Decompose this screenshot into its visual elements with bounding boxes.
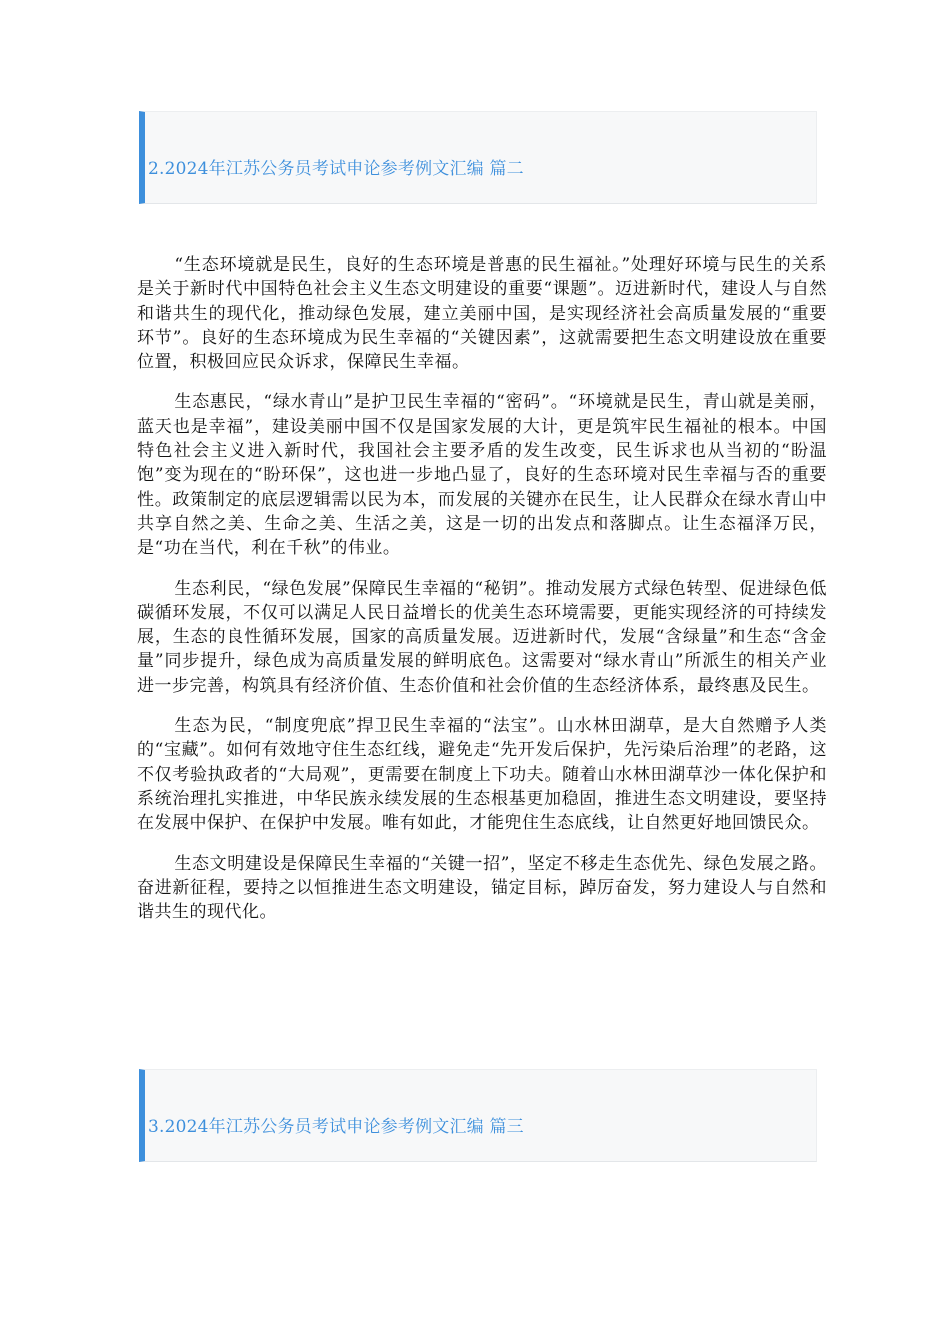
section-title-3: 3.2024年江苏公务员考试申论参考例文汇编 篇三 bbox=[148, 1117, 524, 1137]
article-paragraph-4: 生态为民，“制度兜底”捍卫民生幸福的“法宝”。山水林田湖草，是大自然赠予人类的“宝藏”。如何有效地守住生态红线，避免走“先开发后保护，先污染后治理”的老路，这不仅考验执政者的“大局观”，更需要在制度上下功夫。随着山水林田湖草沙一体化保护和系统治理扎实推进，中华民族永续发展的生态根基更加稳固，推进生态文明建设，要坚持在发展中保护、在保护中发展。唯有如此，才能兜住生态底线，让自然更好地回馈民众。 bbox=[137, 716, 827, 834]
section-title-2: 2.2024年江苏公务员考试申论参考例文汇编 篇二 bbox=[148, 159, 524, 179]
section-header-3 bbox=[139, 1069, 817, 1162]
article-paragraph-1: “生态环境就是民生，良好的生态环境是普惠的民生福祉。”处理好环境与民生的关系是关于新时代中国特色社会主义生态文明建设的重要“课题”。迈进新时代，建设人与自然和谐共生的现代化，推动绿色发展，建立美丽中国，是实现经济社会高质量发展的“重要环节”。良好的生态环境成为民生幸福的“关键因素”，这就需要把生态文明建设放在重要位置，积极回应民众诉求，保障民生幸福。 bbox=[137, 255, 827, 373]
article-body bbox=[137, 253, 827, 940]
article-paragraph-3: 生态利民，“绿色发展”保障民生幸福的“秘钥”。推动发展方式绿色转型、促进绿色低碳循环发展，不仅可以满足人民日益增长的优美生态环境需要，更能实现经济的可持续发展，生态的良性循环发展，国家的高质量发展。迈进新时代，发展“含绿量”和生态“含金量”同步提升，绿色成为高质量发展的鲜明底色。这需要对“绿水青山”所派生的相关产业进一步完善，构筑具有经济价值、生态价值和社会价值的生态经济体系，最终惠及民生。 bbox=[137, 578, 827, 696]
article-paragraph-5: 生态文明建设是保障民生幸福的“关键一招”，坚定不移走生态优先、绿色发展之路。奋进新征程，要持之以恒推进生态文明建设，锚定目标，踔厉奋发，努力建设人与自然和谐共生的现代化。 bbox=[137, 853, 827, 923]
section-header-2 bbox=[139, 111, 817, 204]
article-paragraph-2: 生态惠民，“绿水青山”是护卫民生幸福的“密码”。“环境就是民生，青山就是美丽，蓝天也是幸福”，建设美丽中国不仅是国家发展的大计，更是筑牢民生福祉的根本。中国特色社会主义进入新时代，我国社会主要矛盾的发生改变，民生诉求也从当初的“盼温饱”变为现在的“盼环保”，这也进一步地凸显了，良好的生态环境对民生幸福与否的重要性。政策制定的底层逻辑需以民为本，而发展的关键亦在民生，让人民群众在绿水青山中共享自然之美、生命之美、生活之美，这是一切的出发点和落脚点。让生态福泽万民，是“功在当代，利在千秋”的伟业。 bbox=[137, 392, 827, 559]
